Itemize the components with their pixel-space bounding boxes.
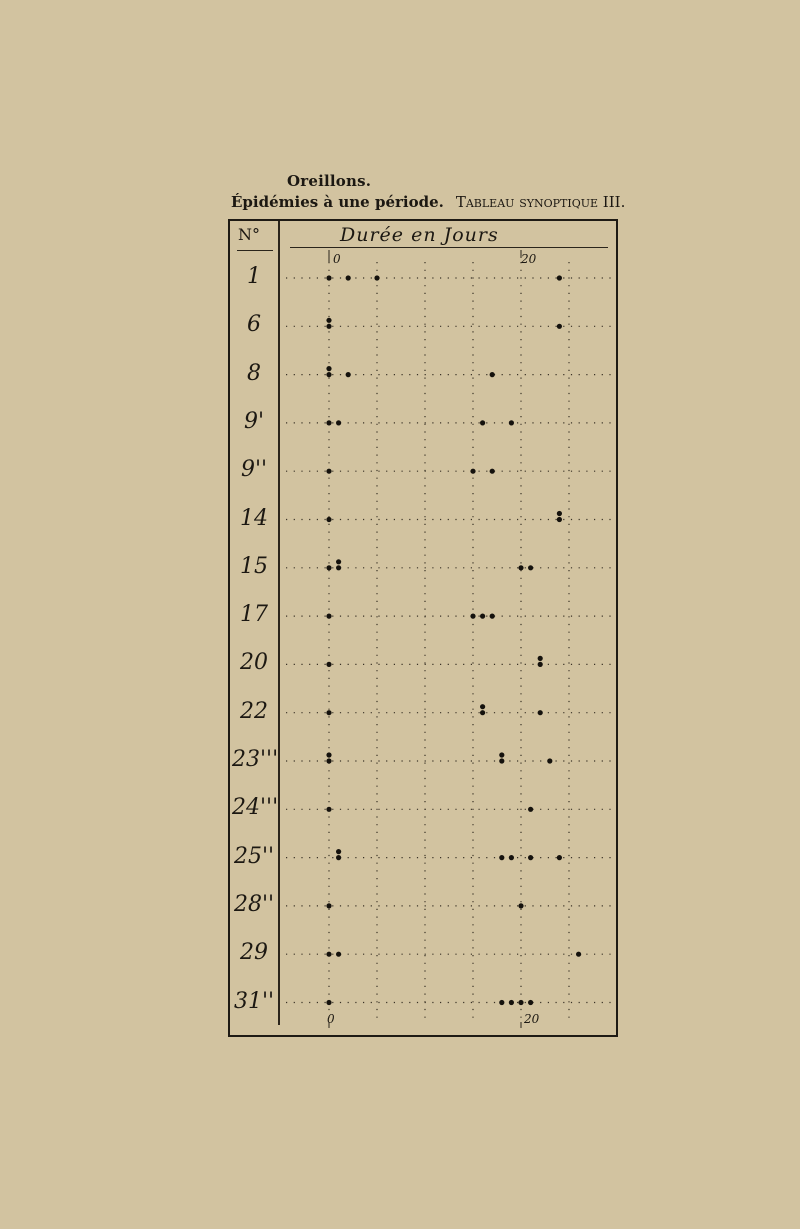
row-label-3: 9': [243, 408, 265, 434]
dot-row12-3: [509, 855, 514, 860]
dot-row6-0: [326, 565, 331, 570]
row-label-9: 22: [240, 698, 268, 724]
dot-row0-2: [374, 275, 379, 280]
dot-row0-0: [326, 275, 331, 280]
row-label-8: 20: [240, 650, 268, 676]
top-tick-20: 20: [521, 252, 537, 266]
dot-row15-1: [499, 1000, 504, 1005]
row-label-14: 29: [240, 940, 268, 966]
dot-row3-2: [480, 420, 485, 425]
dot-row12-5: [557, 855, 562, 860]
dot-row8-0: [326, 662, 331, 667]
dot-row2-3: [490, 372, 495, 377]
dot-row1-2: [557, 324, 562, 329]
dot-row3-1: [336, 420, 341, 425]
dot-row13-0: [326, 903, 331, 908]
dot-row6-3: [518, 565, 523, 570]
dot-row7-1: [470, 614, 475, 619]
row-label-15: 31'': [233, 988, 275, 1014]
dot-row5-1: [557, 517, 562, 522]
dot-row4-2: [490, 469, 495, 474]
row-label-10: 23''': [232, 747, 279, 772]
dot-row3-3: [509, 420, 514, 425]
row-label-6: 15: [240, 553, 268, 579]
dot-row14-0: [326, 952, 331, 957]
dot-row14-1: [336, 952, 341, 957]
dot-row9-3: [538, 710, 543, 715]
row-label-2: 8: [247, 360, 261, 386]
dot-row5-0: [326, 517, 331, 522]
row-label-4: 9'': [240, 457, 268, 483]
dot-row9-0: [326, 710, 331, 715]
row-label-0: 1: [247, 264, 261, 289]
dot-row10-1: [326, 752, 331, 757]
dot-row15-2: [509, 1000, 514, 1005]
dot-row7-2: [480, 614, 485, 619]
dot-row2-2: [346, 372, 351, 377]
dot-row11-1: [528, 807, 533, 812]
number-header: N°: [238, 225, 260, 244]
dot-row3-0: [326, 420, 331, 425]
row-label-13: 28'': [233, 891, 275, 917]
dot-row6-4: [528, 565, 533, 570]
duration-title: Durée en Jours: [340, 224, 499, 246]
row-label-12: 25'': [233, 843, 275, 869]
dot-row7-3: [490, 614, 495, 619]
row-label-7: 17: [240, 602, 268, 628]
dot-row0-1: [346, 275, 351, 280]
top-tick-0: 0: [333, 252, 341, 266]
title-oreillons: Oreillons.: [287, 172, 372, 190]
dot-row4-1: [470, 469, 475, 474]
subtitle-epidemies: Épidémies à une période.: [231, 193, 444, 211]
dot-row7-0: [326, 614, 331, 619]
row-label-1: 6: [247, 312, 261, 338]
dot-row12-2: [499, 855, 504, 860]
dot-row1-0: [326, 324, 331, 329]
dot-row10-0: [326, 758, 331, 763]
dot-row12-1: [336, 849, 341, 854]
dot-row10-2: [499, 758, 504, 763]
dot-row6-2: [336, 559, 341, 564]
dot-row2-0: [326, 372, 331, 377]
dot-row4-0: [326, 469, 331, 474]
row-label-11: 24''': [232, 795, 279, 821]
dot-row9-2: [480, 704, 485, 709]
dot-row15-0: [326, 1000, 331, 1005]
dot-row15-3: [518, 1000, 523, 1005]
dot-row15-4: [528, 1000, 533, 1005]
dot-row13-1: [518, 903, 523, 908]
dot-row1-1: [326, 318, 331, 323]
row-label-5: 14: [240, 505, 268, 531]
bottom-tick-0: 0: [327, 1012, 335, 1026]
dot-row6-1: [336, 565, 341, 570]
dot-row8-2: [538, 656, 543, 661]
dot-row5-2: [557, 511, 562, 516]
dot-row8-1: [538, 662, 543, 667]
dot-row0-3: [557, 275, 562, 280]
dot-row9-1: [480, 710, 485, 715]
dot-row2-1: [326, 366, 331, 371]
dot-row11-0: [326, 807, 331, 812]
dot-row12-4: [528, 855, 533, 860]
tableau-label: Tableau synoptique III.: [455, 193, 626, 211]
dot-row12-0: [336, 855, 341, 860]
dot-row10-4: [547, 758, 552, 763]
dot-row10-3: [499, 752, 504, 757]
dot-row14-2: [576, 952, 581, 957]
bottom-tick-20: 20: [524, 1012, 540, 1026]
